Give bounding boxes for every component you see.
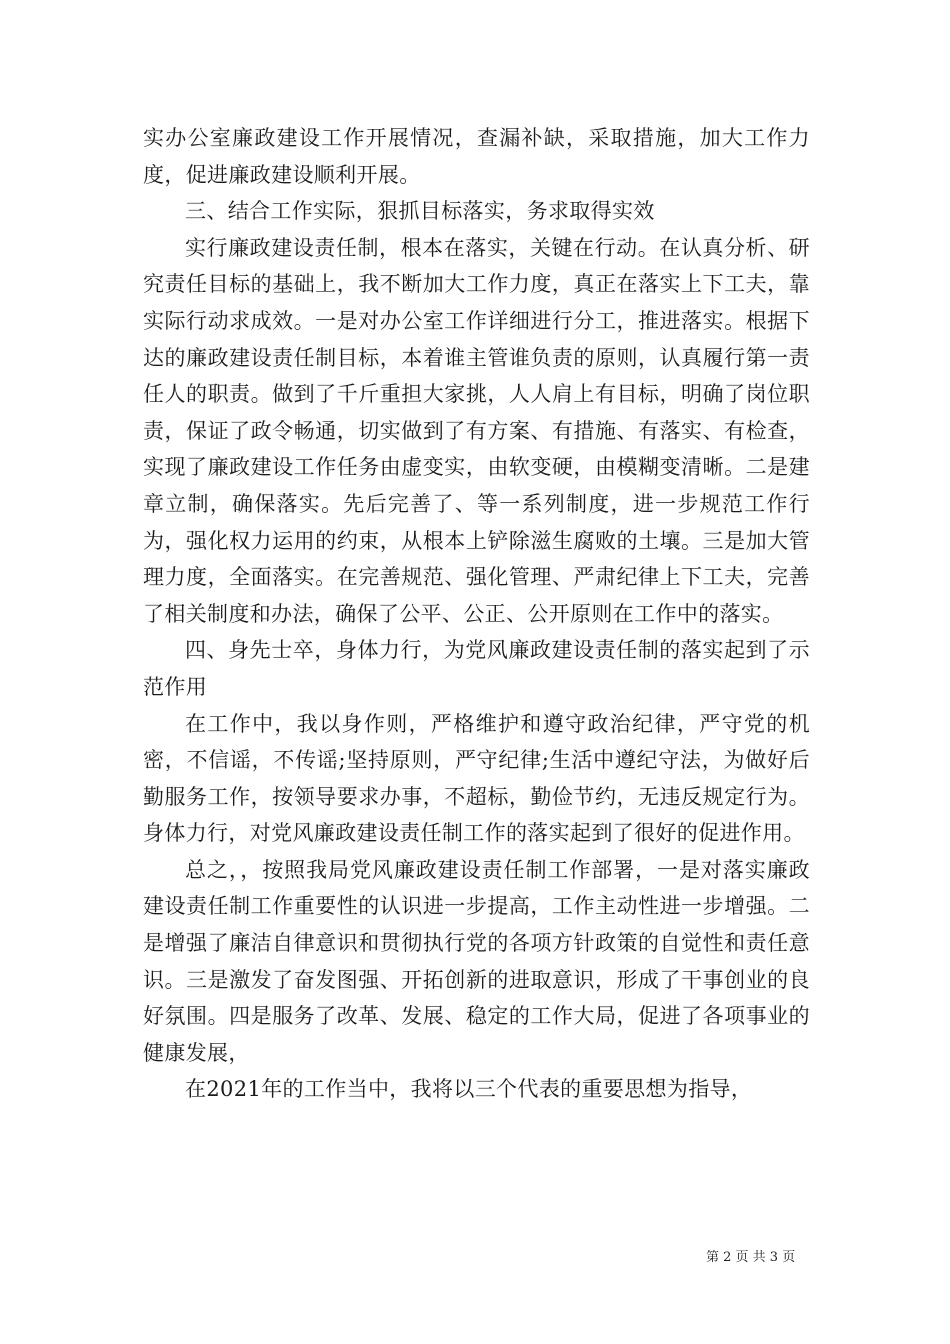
paragraph-lead-by-example: 在工作中，我以身作则，严格维护和遵守政治纪律，严守党的机密，不信谣，不传谣;坚持原则，严守纪律;生活中遵纪守法，为做好后勤服务工作，按领导要求办事，不超标，勤俭节约，无违反规定行为。身体力行，对党风廉政建设责任制工作的落实起到了很好的促进作用。	[143, 711, 810, 846]
paragraph-next-year: 在2021年的工作当中，我将以三个代表的重要思想为指导，	[185, 1077, 753, 1102]
paragraph-summary: 总之，，按照我局党风廉政建设责任制工作部署，一是对落实廉政建设责任制工作重要性的认识进一步提高，工作主动性进一步增强。二是增强了廉洁自律意识和贯彻执行党的各项方针政策的自觉性和责任意识。三是激发了奋发图强、开拓创新的进取意识，形成了干事创业的良好氛围。四是服务了改革、发展、稳定的工作大局，促进了各项事业的健康发展，	[143, 857, 810, 1065]
section-heading-3: 三、结合工作实际，狠抓目标落实，务求取得实效	[185, 199, 655, 224]
section-heading-4: 四、身先士卒，身体力行，为党风廉政建设责任制的落实起到了示范作用	[143, 638, 810, 699]
paragraph-continuation: 实办公室廉政建设工作开展情况，查漏补缺，采取措施，加大工作力度，促进廉政建设顺利开展。	[143, 126, 810, 187]
page-number-footer: 第 2 页 共 3 页	[706, 1250, 796, 1265]
paragraph-responsibility: 实行廉政建设责任制，根本在落实，关键在行动。在认真分析、研究责任目标的基础上，我不断加大工作力度，真正在落实上下工夫，靠实际行动求成效。一是对办公室工作详细进行分工，推进落实。根据下达的廉政建设责任制目标，本着谁主管谁负责的原则，认真履行第一责任人的职责。做到了千斤重担大家挑，人人肩上有目标，明确了岗位职责，保证了政令畅通，切实做到了有方案、有措施、有落实、有检查，实现了廉政建设工作任务由虚变实，由软变硬，由模糊变清晰。二是建章立制，确保落实。先后完善了、等一系列制度，进一步规范工作行为，强化权力运用的约束，从根本上铲除滋生腐败的土壤。三是加大管理力度，全面落实。在完善规范、强化管理、严肃纪律上下工夫，完善了相关制度和办法，确保了公平、公正、公开原则在工作中的落实。	[143, 235, 810, 626]
document-body	[143, 120, 810, 1108]
